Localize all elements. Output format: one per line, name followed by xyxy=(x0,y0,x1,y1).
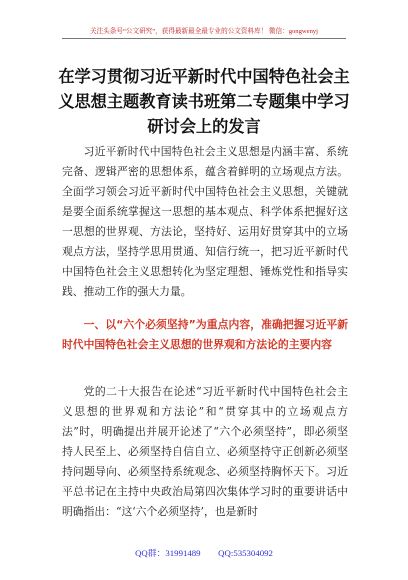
paragraph-section-1: 党的二十大报告在论述“习近平新时代中国特色社会主义思想的世界观和方法论”和“贯穿其中的立场观点方法”时，明确提出并展开论述了“六个必须坚持”，即必须坚持人民至上、必须坚持自信自立、必须坚持守正创新必须坚持问题导向、必须坚持系统观念、必须坚持胸怀天下。习近平总书记在主持中央政治局第四次集体学习时的重要讲话中明确指出：“这‘六个必须坚持’，也是新时 xyxy=(62,385,348,518)
promo-banner: 关注头条号“公文研究”，获得最新最全最专业的公文资料库！ 微信：gongwenyj xyxy=(89,28,319,35)
header-divider xyxy=(62,38,346,39)
document-title: 在学习贯彻习近平新时代中国特色社会主义思想主题教育读书班第二专题集中学习研讨会上的发言 xyxy=(58,67,350,136)
footer-contact xyxy=(0,547,408,559)
section-heading-1: 一、以“六个必须坚持”为重点内容，准确把握习近平新时代中国特色社会主义思想的世界观和方法论的主要内容 xyxy=(62,318,348,351)
footer-qq-id: QQ:535304092 xyxy=(218,548,273,558)
footer-spacer xyxy=(201,548,219,558)
footer-qq-group: QQ群：31991489 xyxy=(135,548,201,558)
paragraph-intro: 习近平新时代中国特色社会主义思想是内涵丰富、系统完备、逻辑严密的思想体系，蕴含着鲜明的立场观点方法。全面学习领会习近平新时代中国特色社会主义思想，关键就是要全面系统掌握这一思想的基本观点、科学体系把握好这一思想的世界观、方法论，坚持好、运用好贯穿其中的立场观点方法，坚持学思用贯通、知信行统一，把习近平新时代中国特色社会主义思想转化为坚定理想、锤炼党性和指导实践、推动工作的强大力量。 xyxy=(62,145,348,298)
